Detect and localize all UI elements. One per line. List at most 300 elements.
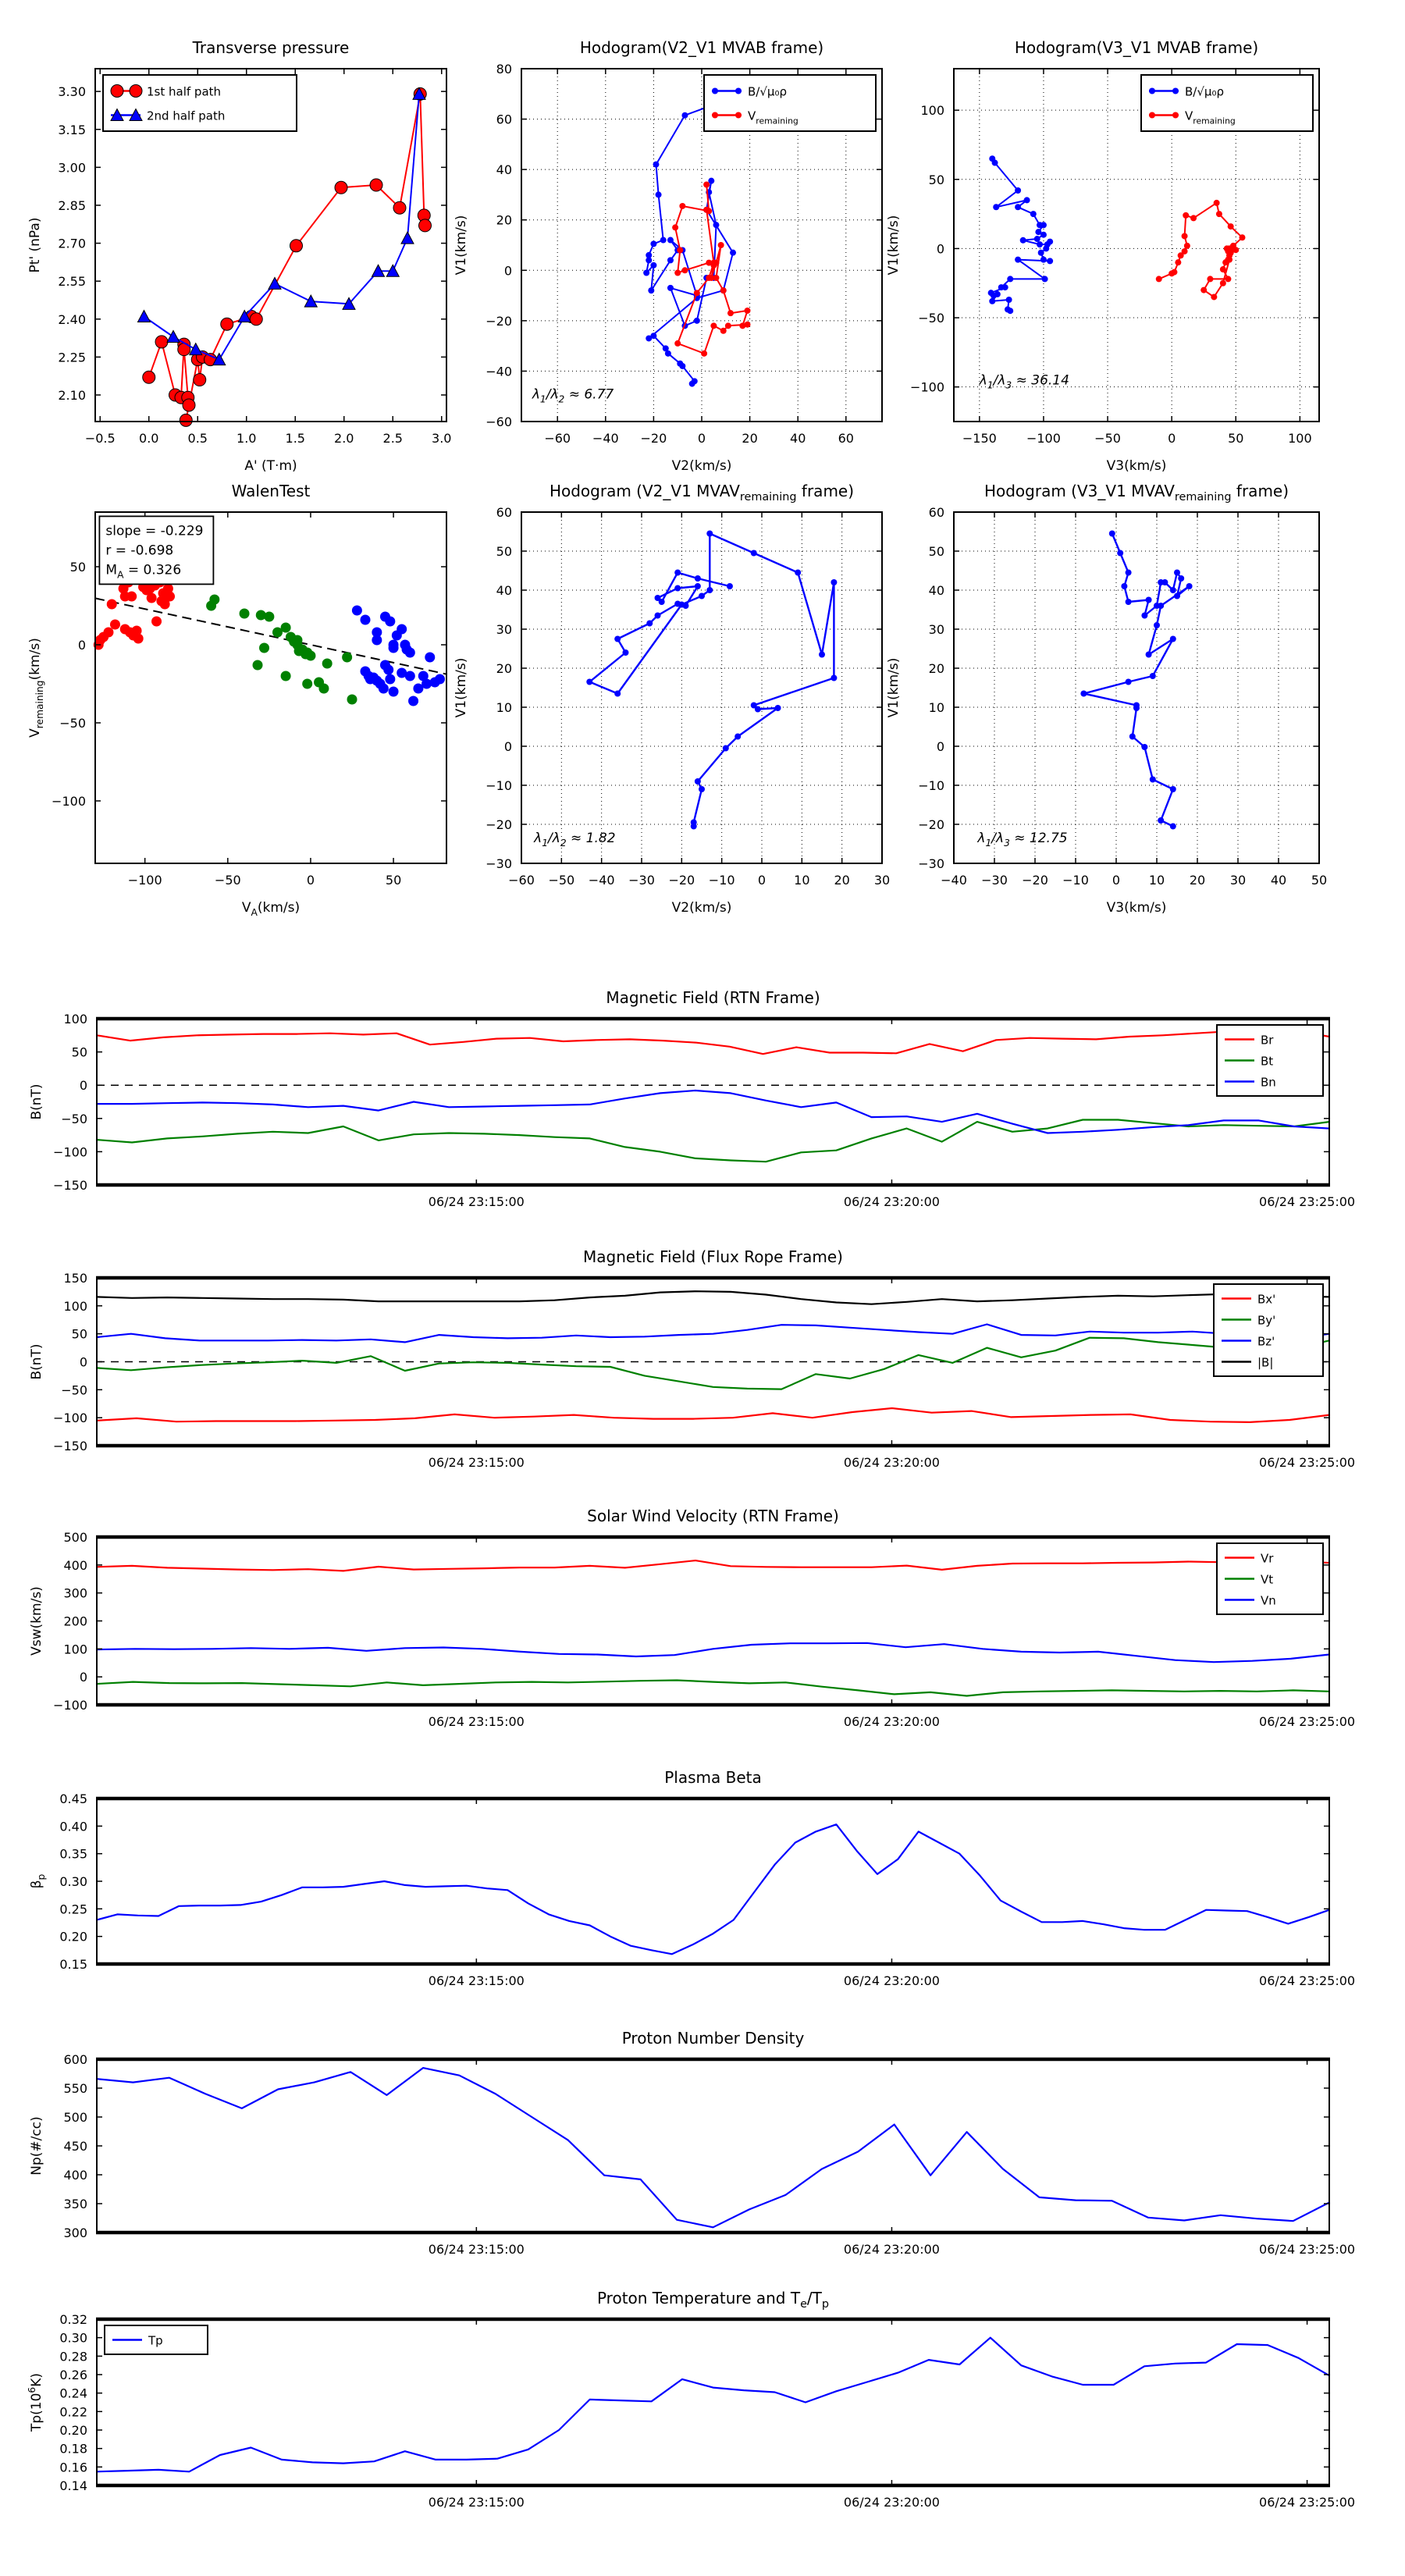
x-tick-label: 40 bbox=[790, 431, 806, 446]
data-point bbox=[701, 350, 707, 357]
data-point bbox=[126, 592, 137, 602]
y-tick-label: 100 bbox=[63, 1012, 87, 1026]
legend-label: B/√μ₀ρ bbox=[748, 84, 787, 99]
data-point bbox=[1007, 276, 1013, 282]
x-tick-label: 06/24 23:20:00 bbox=[843, 1714, 940, 1729]
y-tick-label: 0.20 bbox=[59, 2423, 87, 2438]
y-tick-label: 100 bbox=[920, 103, 944, 119]
y-axis-label: V1(km/s) bbox=[454, 215, 469, 276]
y-tick-label: −100 bbox=[53, 1144, 87, 1160]
data-point bbox=[1030, 211, 1037, 217]
data-point bbox=[710, 322, 717, 329]
x-tick-label: −20 bbox=[668, 873, 695, 888]
data-point bbox=[1015, 257, 1021, 263]
data-point bbox=[720, 328, 727, 334]
chart-title: Proton Number Density bbox=[621, 2029, 805, 2048]
data-point bbox=[1171, 269, 1177, 276]
y-tick-label: −50 bbox=[59, 716, 86, 731]
x-tick-label: 0 bbox=[306, 873, 315, 888]
chart-title: Proton Temperature and $T_e/T_p$ bbox=[596, 2289, 830, 2311]
data-point bbox=[405, 671, 415, 681]
data-point bbox=[347, 695, 357, 705]
x-tick-label: 60 bbox=[838, 431, 854, 446]
data-point bbox=[674, 340, 681, 347]
y-axis-label: V1(km/s) bbox=[886, 215, 902, 276]
data-point bbox=[240, 609, 250, 619]
y-tick-label: 0 bbox=[503, 263, 512, 279]
stats-line: $M_A = 0.326$ bbox=[105, 562, 182, 581]
data-point bbox=[694, 290, 700, 296]
data-point bbox=[1006, 297, 1012, 303]
y-tick-label: 0.25 bbox=[59, 1902, 87, 1917]
series-Bx' bbox=[97, 1408, 1329, 1422]
legend-label: |B| bbox=[1257, 1355, 1274, 1370]
x-tick-label: −50 bbox=[1094, 431, 1121, 446]
series-Vn bbox=[97, 1643, 1329, 1662]
legend bbox=[704, 75, 876, 131]
ts1-chart bbox=[11, 972, 1403, 1259]
data-point bbox=[103, 628, 113, 638]
legend bbox=[1217, 1025, 1323, 1096]
data-point bbox=[352, 606, 362, 616]
data-point bbox=[167, 330, 180, 342]
data-point bbox=[1129, 734, 1136, 740]
data-point bbox=[269, 277, 281, 289]
y-tick-label: 0 bbox=[503, 739, 512, 754]
y-tick-label: 30 bbox=[496, 622, 512, 637]
series-Vt bbox=[97, 1681, 1329, 1696]
data-point bbox=[1170, 587, 1176, 593]
y-tick-label: −20 bbox=[918, 817, 944, 832]
legend bbox=[105, 2325, 208, 2354]
data-point bbox=[1047, 258, 1053, 264]
x-axis-label: V2(km/s) bbox=[671, 900, 732, 916]
series-Tp bbox=[97, 2338, 1329, 2472]
data-point bbox=[1154, 622, 1160, 628]
data-point bbox=[755, 706, 761, 713]
data-point bbox=[992, 160, 998, 166]
data-point bbox=[650, 240, 656, 247]
legend-label: 1st half path bbox=[147, 84, 222, 99]
series-Bz' bbox=[97, 1325, 1329, 1343]
data-point bbox=[679, 203, 685, 209]
axes-frame bbox=[521, 512, 882, 863]
x-tick-label: −10 bbox=[1062, 873, 1089, 888]
legend-label: Vt bbox=[1261, 1572, 1274, 1587]
data-point bbox=[681, 267, 688, 273]
data-point bbox=[653, 162, 659, 168]
x-tick-label: −40 bbox=[592, 431, 619, 446]
y-tick-label: −20 bbox=[486, 817, 512, 832]
data-point bbox=[1024, 197, 1030, 203]
data-point bbox=[1149, 112, 1155, 119]
data-point bbox=[586, 679, 592, 685]
y-tick-label: −20 bbox=[486, 313, 512, 329]
panel-proton-temperature bbox=[11, 2272, 1403, 2563]
legend-label: Vr bbox=[1261, 1551, 1274, 1566]
x-tick-label: −50 bbox=[214, 873, 241, 888]
x-axis-label: V3(km/s) bbox=[1106, 458, 1167, 474]
y-tick-label: 2.55 bbox=[58, 274, 86, 290]
data-point bbox=[1232, 247, 1239, 253]
data-point bbox=[147, 593, 157, 603]
data-point bbox=[713, 222, 719, 228]
data-point bbox=[1141, 613, 1147, 619]
data-point bbox=[667, 257, 674, 263]
data-point bbox=[408, 696, 418, 706]
chart-title: Solar Wind Velocity (RTN Frame) bbox=[587, 1507, 839, 1525]
data-point bbox=[1037, 241, 1043, 247]
y-tick-label: 0.45 bbox=[59, 1791, 87, 1806]
y-tick-label: 0 bbox=[77, 638, 86, 653]
data-point bbox=[1042, 276, 1048, 282]
y-tick-label: 450 bbox=[63, 2139, 87, 2154]
data-point bbox=[745, 322, 751, 328]
annotation: $\lambda_1/\lambda_3 \approx 36.14$ bbox=[979, 372, 1069, 391]
data-point bbox=[655, 595, 661, 601]
chart-title: WalenTest bbox=[231, 482, 311, 500]
y-tick-label: 50 bbox=[71, 1044, 87, 1060]
y-tick-label: 20 bbox=[496, 212, 512, 228]
data-point bbox=[385, 674, 395, 685]
y-tick-label: −100 bbox=[910, 379, 944, 395]
series-beta_p bbox=[97, 1824, 1329, 1954]
data-point bbox=[1156, 276, 1162, 282]
data-point bbox=[646, 621, 653, 627]
legend-label: B/√μ₀ρ bbox=[1185, 84, 1224, 99]
data-point bbox=[180, 414, 192, 426]
y-tick-label: 50 bbox=[928, 544, 944, 559]
data-point bbox=[656, 191, 662, 197]
markers-V remaining bbox=[1156, 200, 1246, 301]
data-point bbox=[1178, 575, 1184, 582]
y-tick-label: 150 bbox=[63, 1271, 87, 1286]
y-tick-label: −100 bbox=[53, 1698, 87, 1713]
data-point bbox=[259, 643, 269, 653]
y-tick-label: 200 bbox=[63, 1614, 87, 1629]
panel-hodogram-v3v1-mvab bbox=[868, 22, 1393, 499]
annotation: $\lambda_1/\lambda_3 \approx 12.75$ bbox=[977, 831, 1068, 849]
y-tick-label: 50 bbox=[496, 544, 512, 559]
y-tick-label: 350 bbox=[63, 2197, 87, 2211]
stats-line: slope = -0.229 bbox=[105, 523, 204, 539]
data-point bbox=[713, 275, 719, 281]
x-tick-label: −60 bbox=[508, 873, 535, 888]
data-point bbox=[706, 531, 713, 537]
panel-hodogram-v3v1-mvav bbox=[868, 465, 1393, 941]
chart-title: Hodogram (V2_V1 $MVAV_{remaining}$ frame) bbox=[549, 482, 855, 503]
data-point bbox=[107, 600, 117, 610]
data-point bbox=[342, 653, 352, 663]
data-point bbox=[1211, 294, 1217, 300]
data-point bbox=[111, 85, 123, 98]
x-tick-label: −40 bbox=[588, 873, 615, 888]
x-axis-label: V3(km/s) bbox=[1106, 900, 1167, 916]
data-point bbox=[1126, 570, 1132, 576]
series-1st half path bbox=[149, 94, 425, 420]
data-point bbox=[1043, 245, 1049, 251]
chart-title: Transverse pressure bbox=[192, 38, 350, 57]
legend-label: Tp bbox=[148, 2333, 163, 2348]
data-point bbox=[695, 575, 701, 582]
data-point bbox=[699, 593, 705, 600]
y-tick-label: 2.10 bbox=[58, 387, 86, 403]
data-point bbox=[795, 570, 801, 576]
x-tick-label: 06/24 23:25:00 bbox=[1259, 1455, 1356, 1470]
legend bbox=[103, 75, 297, 131]
series-Br bbox=[97, 1029, 1329, 1054]
y-tick-label: 60 bbox=[496, 505, 512, 520]
x-tick-label: 06/24 23:25:00 bbox=[1259, 1714, 1356, 1729]
y-tick-label: 40 bbox=[496, 162, 512, 178]
x-tick-label: 06/24 23:20:00 bbox=[843, 1973, 940, 1988]
x-tick-label: 50 bbox=[1228, 431, 1244, 446]
x-tick-label: 06/24 23:20:00 bbox=[843, 2495, 940, 2510]
chart-title: Hodogram (V3_V1 $MVAV_{remaining}$ frame) bbox=[984, 482, 1289, 503]
data-point bbox=[1121, 583, 1127, 589]
data-point bbox=[292, 635, 302, 646]
legend-label: $V_{remaining}$ bbox=[1185, 109, 1236, 126]
data-point bbox=[1220, 280, 1226, 286]
y-tick-label: −30 bbox=[486, 856, 512, 871]
series-Bt bbox=[97, 1120, 1329, 1162]
data-point bbox=[389, 640, 399, 650]
data-point bbox=[665, 350, 671, 357]
data-point bbox=[614, 636, 621, 642]
data-point bbox=[120, 624, 130, 635]
x-tick-label: −20 bbox=[1022, 873, 1048, 888]
y-tick-label: 40 bbox=[928, 583, 944, 598]
x-tick-label: −0.5 bbox=[84, 431, 116, 446]
x-tick-label: −60 bbox=[544, 431, 571, 446]
data-point bbox=[372, 628, 382, 638]
data-point bbox=[1150, 777, 1156, 783]
series-V hodogram bbox=[1083, 534, 1189, 827]
data-point bbox=[735, 734, 741, 740]
x-tick-label: −10 bbox=[708, 873, 735, 888]
panel-solar-wind-velocity bbox=[11, 1490, 1403, 1782]
data-point bbox=[1170, 824, 1176, 830]
x-tick-label: 0.5 bbox=[187, 431, 208, 446]
y-tick-label: 20 bbox=[496, 661, 512, 676]
y-tick-label: 30 bbox=[928, 622, 944, 637]
data-point bbox=[1034, 236, 1040, 242]
data-point bbox=[667, 237, 674, 244]
data-point bbox=[674, 585, 681, 592]
axes-frame bbox=[97, 1799, 1329, 1964]
x-tick-label: 06/24 23:25:00 bbox=[1259, 2495, 1356, 2510]
data-point bbox=[1158, 817, 1164, 824]
y-tick-label: 0.16 bbox=[59, 2460, 87, 2475]
y-tick-label: 0 bbox=[936, 739, 944, 754]
y-tick-label: −50 bbox=[918, 311, 944, 326]
x-tick-label: 3.0 bbox=[432, 431, 452, 446]
y-tick-label: 100 bbox=[63, 1298, 87, 1314]
x-tick-label: 06/24 23:20:00 bbox=[843, 2242, 940, 2257]
x-tick-label: 0 bbox=[697, 431, 706, 446]
data-point bbox=[130, 85, 142, 98]
series-|B| bbox=[97, 1291, 1329, 1304]
y-tick-label: 0.22 bbox=[59, 2404, 87, 2420]
y-tick-label: 50 bbox=[71, 1326, 87, 1342]
legend-label: Bt bbox=[1261, 1054, 1274, 1069]
data-point bbox=[281, 623, 291, 633]
series-Bn bbox=[97, 1091, 1329, 1133]
y-tick-label: 0.18 bbox=[59, 2441, 87, 2457]
x-tick-label: 1.0 bbox=[237, 431, 257, 446]
data-point bbox=[660, 237, 667, 244]
axes-frame bbox=[97, 2059, 1329, 2233]
data-point bbox=[831, 675, 837, 681]
data-point bbox=[650, 333, 656, 339]
data-point bbox=[703, 182, 710, 188]
data-point bbox=[1226, 257, 1232, 263]
y-tick-label: 100 bbox=[63, 1642, 87, 1657]
legend-label: 2nd half path bbox=[147, 109, 226, 123]
data-point bbox=[706, 275, 712, 281]
stats-line: r = -0.698 bbox=[105, 543, 174, 559]
data-point bbox=[1146, 652, 1152, 658]
ts3-chart bbox=[11, 1490, 1403, 1779]
data-point bbox=[1170, 786, 1176, 792]
data-point bbox=[290, 240, 303, 252]
ts2-chart bbox=[11, 1231, 1403, 1520]
y-tick-label: 0.15 bbox=[59, 1957, 87, 1972]
data-point bbox=[650, 262, 656, 269]
y-tick-label: 0.20 bbox=[59, 1929, 87, 1944]
y-tick-label: 0 bbox=[79, 1670, 87, 1685]
data-point bbox=[678, 602, 685, 608]
x-tick-label: −20 bbox=[640, 431, 667, 446]
data-point bbox=[695, 583, 701, 589]
data-point bbox=[151, 617, 162, 627]
y-tick-label: 600 bbox=[63, 2052, 87, 2067]
x-tick-label: 06/24 23:15:00 bbox=[428, 2495, 525, 2510]
x-tick-label: 06/24 23:20:00 bbox=[843, 1194, 940, 1209]
data-point bbox=[1149, 88, 1155, 94]
data-point bbox=[1207, 276, 1213, 282]
y-tick-label: −100 bbox=[53, 1411, 87, 1426]
panel-magnetic-field-fluxrope bbox=[11, 1231, 1403, 1523]
series-V hodogram bbox=[589, 534, 834, 827]
x-tick-label: 0 bbox=[757, 873, 767, 888]
data-point bbox=[250, 313, 262, 326]
data-point bbox=[138, 311, 151, 322]
y-tick-label: 0 bbox=[79, 1078, 87, 1094]
data-point bbox=[1146, 597, 1152, 603]
legend-label: Bz' bbox=[1257, 1334, 1275, 1349]
data-point bbox=[305, 651, 315, 661]
x-tick-label: 20 bbox=[1189, 873, 1206, 888]
data-point bbox=[643, 270, 649, 276]
data-point bbox=[735, 112, 742, 119]
data-point bbox=[994, 291, 1001, 297]
x-tick-label: 06/24 23:25:00 bbox=[1259, 2242, 1356, 2257]
series-Vr bbox=[97, 1560, 1329, 1571]
x-tick-label: 10 bbox=[794, 873, 810, 888]
y-axis-label: $Tp(10^6K)$ bbox=[27, 2372, 44, 2432]
legend bbox=[1217, 1543, 1323, 1614]
x-tick-label: 0 bbox=[1168, 431, 1176, 446]
x-tick-label: −50 bbox=[548, 873, 575, 888]
data-point bbox=[405, 648, 415, 658]
p3-chart bbox=[868, 22, 1393, 496]
data-point bbox=[712, 88, 718, 94]
data-point bbox=[751, 550, 757, 557]
data-point bbox=[1184, 243, 1190, 249]
data-point bbox=[1175, 259, 1181, 265]
y-axis-label: Vsw(km/s) bbox=[29, 1586, 44, 1656]
data-point bbox=[745, 308, 751, 314]
x-tick-label: 0.0 bbox=[139, 431, 159, 446]
x-tick-label: −40 bbox=[941, 873, 967, 888]
data-point bbox=[712, 112, 718, 119]
data-point bbox=[370, 179, 382, 191]
y-tick-label: 3.15 bbox=[58, 122, 86, 137]
legend bbox=[1214, 1284, 1323, 1376]
data-point bbox=[694, 318, 700, 324]
chart-title: Magnetic Field (Flux Rope Frame) bbox=[583, 1247, 843, 1266]
data-point bbox=[383, 665, 393, 675]
y-axis-label: Pt' (nPa) bbox=[27, 217, 43, 273]
x-tick-label: 20 bbox=[742, 431, 758, 446]
y-tick-label: 2.85 bbox=[58, 197, 86, 213]
data-point bbox=[209, 595, 219, 605]
x-tick-label: 100 bbox=[1288, 431, 1312, 446]
y-tick-label: 2.40 bbox=[58, 311, 86, 327]
data-point bbox=[1150, 673, 1156, 679]
x-tick-label: −150 bbox=[962, 431, 997, 446]
y-tick-label: 50 bbox=[928, 172, 944, 187]
panel-plasma-beta bbox=[11, 1752, 1403, 2041]
data-point bbox=[302, 679, 312, 689]
data-point bbox=[1161, 579, 1168, 585]
data-point bbox=[335, 181, 347, 194]
x-axis-label: V2(km/s) bbox=[671, 458, 732, 474]
data-point bbox=[1141, 744, 1147, 750]
ts5-chart bbox=[11, 2012, 1403, 2307]
y-tick-label: 500 bbox=[63, 2110, 87, 2125]
data-point bbox=[1015, 187, 1021, 194]
x-tick-label: −30 bbox=[981, 873, 1008, 888]
y-tick-label: 300 bbox=[63, 1585, 87, 1601]
y-tick-label: 50 bbox=[69, 560, 86, 575]
y-tick-label: 300 bbox=[63, 2226, 87, 2240]
axes-frame bbox=[954, 512, 1319, 863]
series-Np bbox=[97, 2068, 1329, 2227]
data-point bbox=[397, 624, 407, 635]
y-tick-label: −10 bbox=[486, 778, 512, 793]
y-tick-label: 0.26 bbox=[59, 2368, 87, 2382]
y-tick-label: 0 bbox=[79, 1354, 87, 1370]
data-point bbox=[691, 824, 697, 830]
panel-magnetic-field-rtn bbox=[11, 972, 1403, 1262]
ts6-chart bbox=[11, 2272, 1403, 2560]
data-point bbox=[385, 617, 395, 627]
y-tick-label: −50 bbox=[61, 1111, 87, 1126]
data-point bbox=[819, 652, 825, 658]
y-tick-label: 400 bbox=[63, 1557, 87, 1573]
data-point bbox=[672, 224, 678, 230]
data-point bbox=[1117, 550, 1123, 557]
y-tick-label: −30 bbox=[918, 856, 944, 871]
y-tick-label: 0.14 bbox=[59, 2478, 87, 2493]
y-tick-label: 40 bbox=[496, 583, 512, 598]
data-point bbox=[775, 705, 781, 711]
data-point bbox=[1133, 705, 1140, 711]
y-axis-label: $\beta_p$ bbox=[29, 1873, 47, 1889]
data-point bbox=[281, 671, 291, 681]
